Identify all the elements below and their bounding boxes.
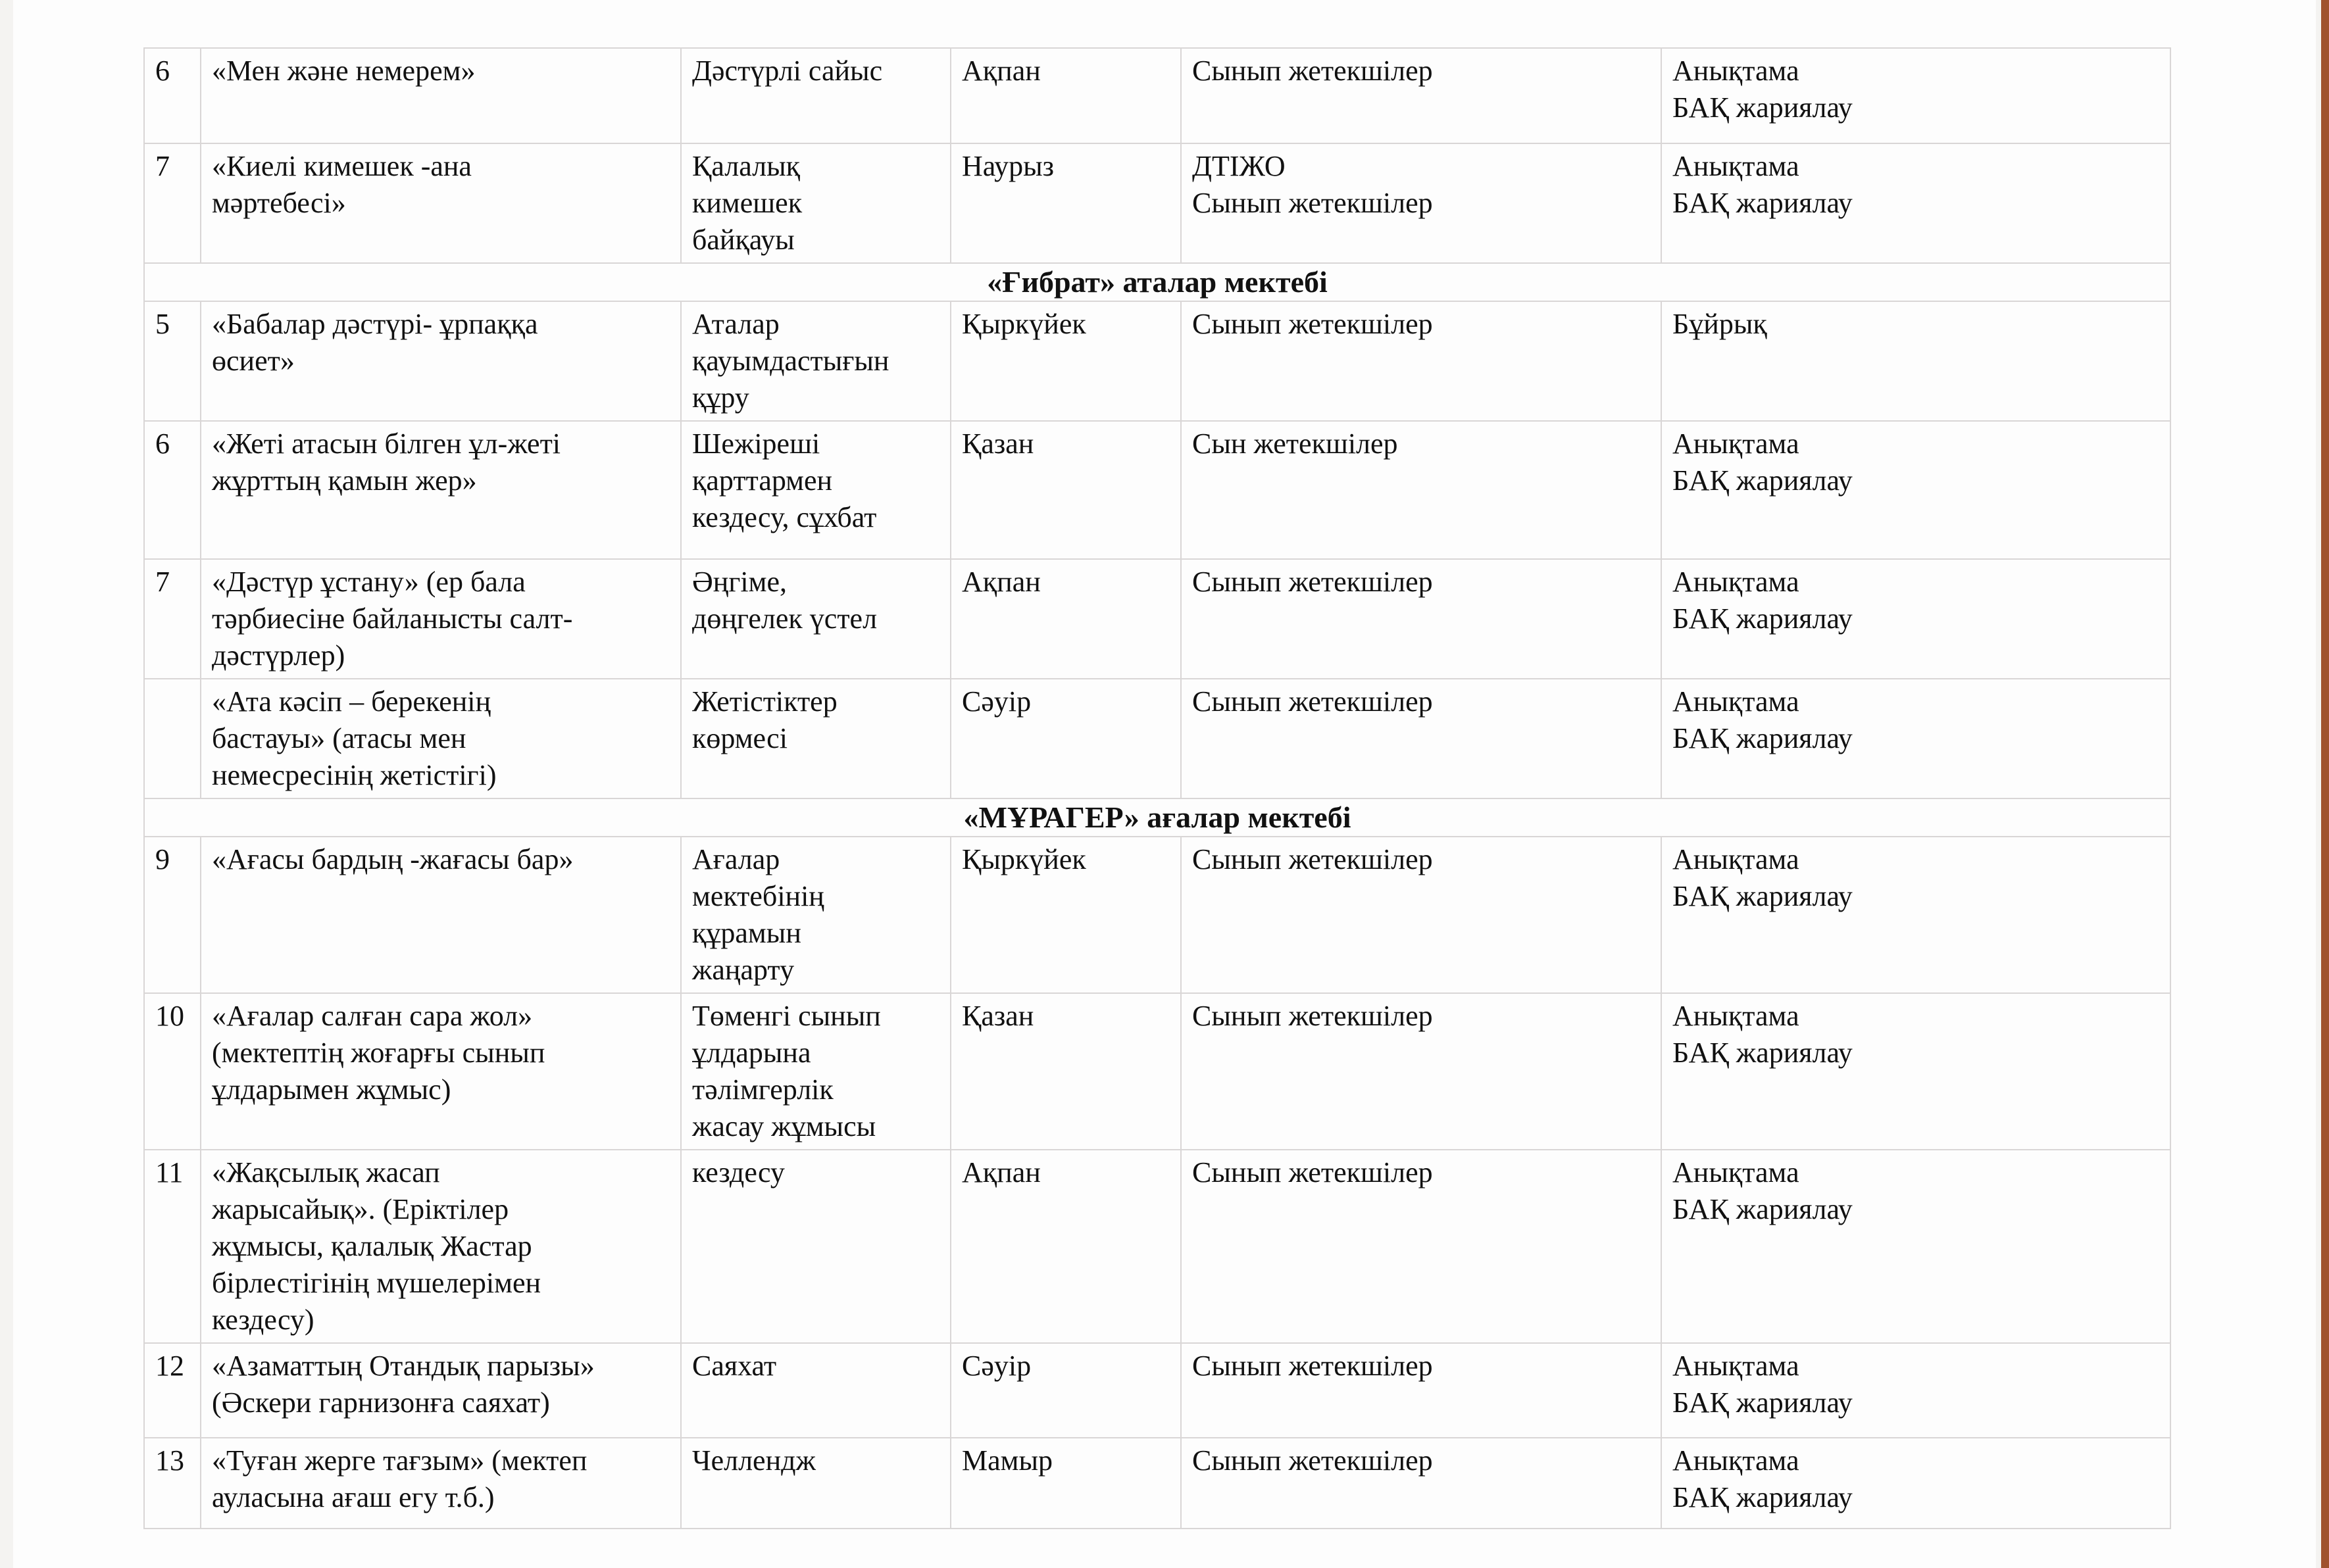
event-form-line: Жетістіктер [692,685,838,718]
row-number [144,679,201,798]
event-form-line: Аталар [692,308,780,340]
event-form-line: жасау жұмысы [692,1110,876,1142]
result-form [1661,837,2170,993]
responsible-line: Сын жетекшілер [1192,428,1398,460]
event-month: Наурыз [951,143,1181,263]
event-month: Қыркүйек [951,301,1181,421]
result-form-line: БАҚ жариялау [1672,722,1853,754]
row-number: 7 [144,559,201,679]
responsible [1181,837,1661,993]
result-form-line: Бұйрық [1672,308,1767,340]
responsible-line: Сынып жетекшілер [1192,1156,1433,1188]
event-name-line: кездесу) [212,1304,314,1336]
event-form-line: ұлдарына [692,1037,811,1069]
event-name-line: ауласына ағаш егу т.б.) [212,1481,495,1513]
event-name-line: өсиет» [212,345,295,377]
event-name [201,679,681,798]
event-name [201,301,681,421]
result-form [1661,301,2170,421]
section-row [144,263,2170,301]
event-name [201,1438,681,1529]
table-row [144,1343,2170,1438]
event-form-line: тәлімгерлік [692,1073,834,1106]
responsible-line: Сынып жетекшілер [1192,685,1433,718]
event-name [201,421,681,559]
table-row [144,559,2170,679]
result-form-line: Анықтама [1672,428,1799,460]
event-form-line: кимешек [692,187,803,219]
event-form-line: Төменгі сынып [692,1000,881,1032]
result-form [1661,1438,2170,1529]
table-row [144,1150,2170,1343]
event-name-line: жұмысы, қалалық Жастар [212,1230,532,1262]
result-form-line: Анықтама [1672,843,1799,875]
responsible-line: Сынып жетекшілер [1192,566,1433,598]
result-form-line: Анықтама [1672,1156,1799,1188]
result-form-line: Анықтама [1672,1350,1799,1382]
event-name-line: «Азаматтың Отандық парызы» [212,1350,595,1382]
result-form [1661,993,2170,1150]
section-row [144,798,2170,837]
event-name [201,48,681,143]
result-form [1661,559,2170,679]
event-form [681,48,951,143]
result-form [1661,1150,2170,1343]
result-form-line: Анықтама [1672,150,1799,182]
event-form-line: Дәстүрлі сайыс [692,55,883,87]
plan-table [143,47,2171,1529]
responsible-line: Сынып жетекшілер [1192,1000,1433,1032]
event-form-line: Әңгіме, [692,566,787,598]
event-name [201,143,681,263]
event-form-line: жаңарту [692,954,795,986]
event-form-line: қарттармен [692,464,833,497]
responsible-line: Сынып жетекшілер [1192,1444,1433,1477]
event-form [681,1438,951,1529]
event-form-line: кездесу [692,1156,785,1188]
event-month: Сәуір [951,1343,1181,1438]
event-form [681,679,951,798]
responsible-line: ДТІЖО [1192,150,1286,182]
responsible [1181,1150,1661,1343]
table-row [144,993,2170,1150]
responsible-line: Сынып жетекшілер [1192,187,1433,219]
event-name-line: «Дәстүр ұстану» (ер бала [212,566,526,598]
result-form-line: БАҚ жариялау [1672,1481,1853,1513]
event-form [681,1150,951,1343]
event-name-line: дәстүрлер) [212,639,345,672]
result-form [1661,421,2170,559]
responsible-line: Сынып жетекшілер [1192,843,1433,875]
event-name-line: «Киелі кимешек -ана [212,150,472,182]
responsible [1181,993,1661,1150]
event-form [681,421,951,559]
event-form-line: Шежіреші [692,428,820,460]
event-form [681,143,951,263]
result-form-line: БАҚ жариялау [1672,187,1853,219]
event-name-line: (Әскери гарнизонға саяхат) [212,1386,550,1419]
event-form [681,837,951,993]
event-name-line: немесресінің жетістігі) [212,759,497,791]
row-number: 11 [144,1150,201,1343]
event-form-line: Челлендж [692,1444,816,1477]
table-row [144,48,2170,143]
result-form-line: БАҚ жариялау [1672,1037,1853,1069]
event-form-line: қауымдастығын [692,345,889,377]
desk-edge [2321,0,2329,1568]
table-row [144,1438,2170,1529]
row-number: 9 [144,837,201,993]
event-name [201,837,681,993]
event-name-line: «Ағалар салған сара жол» [212,1000,533,1032]
responsible [1181,1438,1661,1529]
event-form [681,301,951,421]
responsible [1181,421,1661,559]
event-form-line: Ағалар [692,843,780,875]
result-form [1661,1343,2170,1438]
result-form-line: БАҚ жариялау [1672,464,1853,497]
event-name-line: жұрттың қамын жер» [212,464,477,497]
result-form [1661,48,2170,143]
event-form-line: құру [692,381,749,414]
responsible-line: Сынып жетекшілер [1192,55,1433,87]
event-form-line: дөңгелек үстел [692,602,878,635]
event-name-line: «Жақсылық жасап [212,1156,440,1188]
section-title: «МҰРАГЕР» ағалар мектебі [144,798,2170,837]
result-form-line: БАҚ жариялау [1672,1193,1853,1225]
responsible [1181,1343,1661,1438]
event-name-line: «Бабалар дәстүрі- ұрпаққа [212,308,538,340]
event-name-line: «Ата кәсіп – берекенің [212,685,491,718]
row-number: 10 [144,993,201,1150]
event-name-line: (мектептің жоғарғы сынып [212,1037,545,1069]
responsible [1181,143,1661,263]
event-month: Ақпан [951,559,1181,679]
responsible [1181,301,1661,421]
event-name [201,559,681,679]
responsible-line: Сынып жетекшілер [1192,308,1433,340]
event-name-line: «Мен және немерем» [212,55,476,87]
event-name-line: «Жеті атасын білген ұл-жеті [212,428,561,460]
event-form-line: Қалалық [692,150,801,182]
event-month: Қазан [951,993,1181,1150]
result-form-line: БАҚ жариялау [1672,91,1853,124]
result-form [1661,679,2170,798]
result-form-line: БАҚ жариялау [1672,1386,1853,1419]
responsible [1181,679,1661,798]
event-name [201,1343,681,1438]
event-form-line: кездесу, сұхбат [692,501,877,533]
event-name-line: мәртебесі» [212,187,346,219]
event-form [681,1343,951,1438]
table-row [144,421,2170,559]
row-number: 13 [144,1438,201,1529]
event-form [681,993,951,1150]
row-number: 7 [144,143,201,263]
result-form-line: БАҚ жариялау [1672,880,1853,912]
table-row [144,301,2170,421]
event-name-line: бірлестігінің мүшелерімен [212,1267,541,1299]
event-form-line: байқауы [692,224,795,256]
event-name-line: тәрбиесіне байланысты салт- [212,602,573,635]
result-form-line: Анықтама [1672,55,1799,87]
event-name-line: «Ағасы бардың -жағасы бар» [212,843,574,875]
event-name [201,993,681,1150]
row-number: 6 [144,421,201,559]
result-form-line: Анықтама [1672,1000,1799,1032]
event-name-line: ұлдарымен жұмыс) [212,1073,451,1106]
event-form-line: көрмесі [692,722,788,754]
row-number: 6 [144,48,201,143]
event-month: Ақпан [951,48,1181,143]
event-name-line: бастауы» (атасы мен [212,722,466,754]
event-month: Сәуір [951,679,1181,798]
section-title: «Ғибрат» аталар мектебі [144,263,2170,301]
table-row [144,837,2170,993]
table-row [144,143,2170,263]
result-form-line: Анықтама [1672,1444,1799,1477]
result-form-line: БАҚ жариялау [1672,602,1853,635]
event-month: Ақпан [951,1150,1181,1343]
event-name-line: «Туған жерге тағзым» (мектеп [212,1444,588,1477]
event-form [681,559,951,679]
result-form-line: Анықтама [1672,685,1799,718]
row-number: 12 [144,1343,201,1438]
responsible [1181,48,1661,143]
event-month: Мамыр [951,1438,1181,1529]
table-row [144,679,2170,798]
event-form-line: Саяхат [692,1350,777,1382]
event-name-line: жарысайық». (Еріктілер [212,1193,509,1225]
event-month: Қазан [951,421,1181,559]
row-number: 5 [144,301,201,421]
event-month: Қыркүйек [951,837,1181,993]
event-form-line: құрамын [692,917,801,949]
result-form [1661,143,2170,263]
responsible [1181,559,1661,679]
event-name [201,1150,681,1343]
responsible-line: Сынып жетекшілер [1192,1350,1433,1382]
result-form-line: Анықтама [1672,566,1799,598]
event-form-line: мектебінің [692,880,824,912]
